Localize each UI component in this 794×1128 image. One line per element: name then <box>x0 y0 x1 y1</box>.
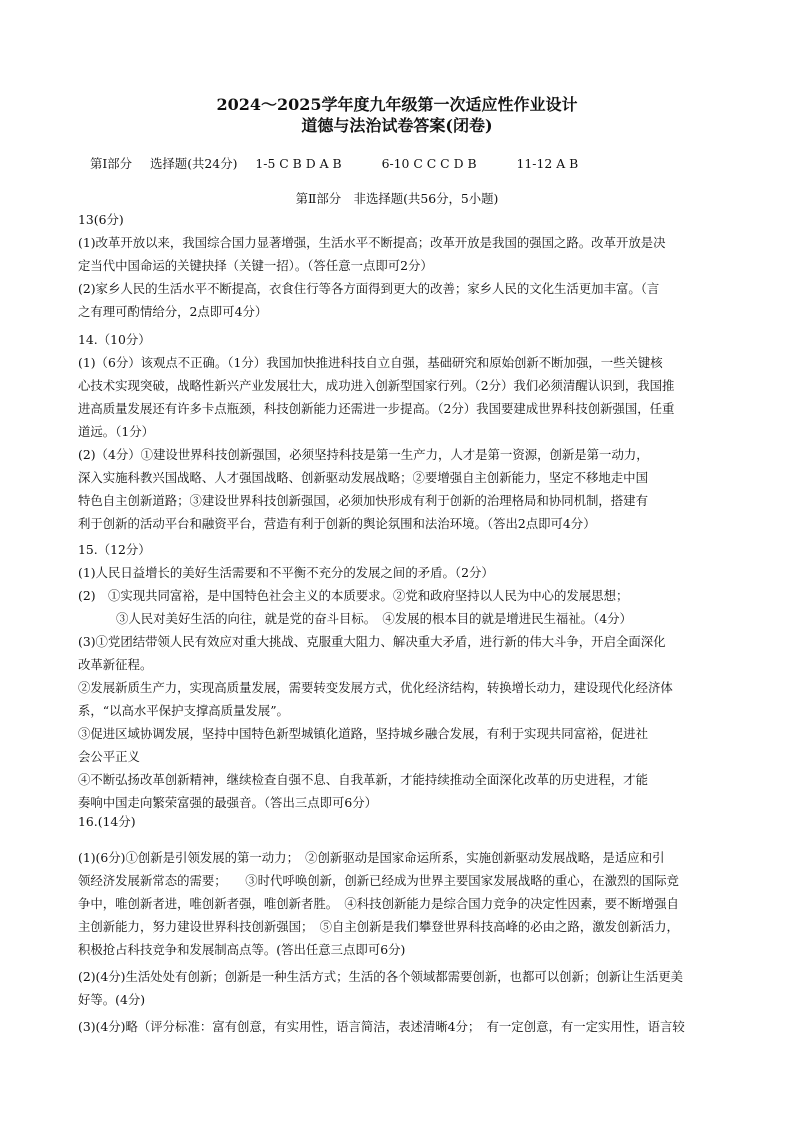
answer-line: 之有理可酌情给分，2点即可4分） <box>78 304 268 319</box>
answer-line: (3)①党团结带领人民有效应对重大挑战、克服重大阻力、解决重大矛盾，进行新的伟大斗争，开启全面深化 <box>78 634 666 649</box>
answer-line: 进高质量发展还有许多卡点瓶颈，科技创新能力还需进一步提高。（2分）我国要建成世界科技创新强国，任重 <box>78 401 675 416</box>
question-heading: 16.(14分) <box>78 814 136 829</box>
document-title: 2024～2025学年度九年级第一次适应性作业设计 <box>216 95 578 114</box>
answer-line: (1)改革开放以来，我国综合国力显著增强，生活水平不断提高；改革开放是我国的强国之路。改革开放是决 <box>78 235 666 250</box>
answer-line: 系，“以高水平保护支撑高质量发展”。 <box>78 703 289 718</box>
answer-line: 特色自主创新道路；③建设世界科技创新强国，必须加快形成有利于创新的治理格局和协同机制，搭建有 <box>78 493 648 508</box>
question-14 <box>78 328 728 535</box>
part1-description: 选择题(共24分) <box>150 156 238 171</box>
answer-line: (2)(4分)生活处处有创新；创新是一种生活方式；生活的各个领域都需要创新，也都可以创新；创新让生活更美 <box>78 969 684 984</box>
answers-11-12: 11-12 A B <box>516 156 579 171</box>
answer-line: ③促进区域协调发展，坚持中国特色新型城镇化道路，坚持城乡融合发展，有利于实现共同富裕，促进社 <box>78 726 648 741</box>
answer-line: ②发展新质生产力，实现高质量发展，需要转变发展方式，优化经济结构，转换增长动力，建设现代化经济体 <box>78 680 673 695</box>
answer-line: 争中，唯创新者进，唯创新者强，唯创新者胜。 ④科技创新能力是综合国力竞争的决定性因素，要不断增强自 <box>78 896 679 911</box>
question-15 <box>78 538 728 814</box>
answer-line: 心技术实现突破，战略性新兴产业发展壮大，成功进入创新型国家行列。（2分）我们必须清醒认识到，我国推 <box>78 378 675 393</box>
answer-line: 积极抢占科技竞争和发展制高点等。(答出任意三点即可6分) <box>78 942 406 957</box>
answer-line: (2)（4分）①建设世界科技创新强国，必须坚持科技是第一生产力，人才是第一资源，创新是第一动力， <box>78 447 649 462</box>
answers-6-10: 6-10 C C C D B <box>381 156 477 171</box>
answer-line: (3)(4分)略（评分标准：富有创意，有实用性，语言简洁，表述清晰4分； 有一定创意，有一定实用性，语言较 <box>78 1019 685 1034</box>
answer-line: 领经济发展新常态的需要； ③时代呼唤创新，创新已经成为世界主要国家发展战略的重心，在激烈的国际竞 <box>78 873 679 888</box>
answers-1-5: 1-5 C B D A B <box>255 156 342 171</box>
answer-line: (1)(6分)①创新是引领发展的第一动力； ②创新驱动是国家命运所系，实施创新驱动发展战略，是适应和引 <box>78 850 665 865</box>
answer-line: 深入实施科教兴国战略、人才强国战略、创新驱动发展战略；②要增强自主创新能力，坚定不移地走中国 <box>78 470 648 485</box>
answer-line: 定当代中国命运的关键抉择（关键一招）。（答任意一点即可2分） <box>78 258 433 273</box>
answer-line: 利于创新的活动平台和融资平台，营造有利于创新的舆论氛围和法治环境。（答出2点即可4分） <box>78 516 596 531</box>
question-heading: 13(6分) <box>78 212 124 227</box>
answer-line: 道远。（1分） <box>78 424 155 439</box>
answer-line: (1)人民日益增长的美好生活需要和不平衡不充分的发展之间的矛盾。（2分） <box>78 565 494 580</box>
answer-line: 奏响中国走向繁荣富强的最强音。（答出三点即可6分） <box>78 795 378 810</box>
answer-line: 好等。(4分) <box>78 992 146 1007</box>
document-subtitle: 道德与法治试卷答案(闭卷) <box>301 116 493 135</box>
part2-header: 第Ⅱ部分 非选择题(共56分，5小题) <box>295 191 499 206</box>
question-16 <box>78 810 728 1038</box>
answer-line: (2) ①实现共同富裕，是中国特色社会主义的本质要求。②党和政府坚持以人民为中心的发展思想； <box>78 588 629 603</box>
part1-label: 第Ⅰ部分 <box>90 156 133 171</box>
answer-line: (2)家乡人民的生活水平不断提高，衣食住行等各方面得到更大的改善；家乡人民的文化生活更加丰富。（言 <box>78 281 660 296</box>
answer-line: 会公平正义 <box>78 749 140 764</box>
part1-choice-answers <box>90 152 578 175</box>
answer-line: 改革新征程。 <box>78 657 153 672</box>
question-heading: 15.（12分） <box>78 542 151 557</box>
answer-line: ④不断弘扬改革创新精神，继续检查自强不息、自我革新，才能持续推动全面深化改革的历史进程，才能 <box>78 772 648 787</box>
question-heading: 14.（10分） <box>78 332 151 347</box>
question-13 <box>78 208 728 323</box>
answer-line: 主创新能力，努力建设世界科技创新强国； ⑤自主创新是我们攀登世界科技高峰的必由之路，激发创新活力， <box>78 919 679 934</box>
answer-line: (1)（6分）该观点不正确。（1分）我国加快推进科技自立自强，基础研究和原始创新不断加强，一些关键核 <box>78 355 663 370</box>
answer-line: ③人民对美好生活的向往，就是党的奋斗目标。 ④发展的根本目的就是增进民生福祉。（4分） <box>116 611 632 626</box>
